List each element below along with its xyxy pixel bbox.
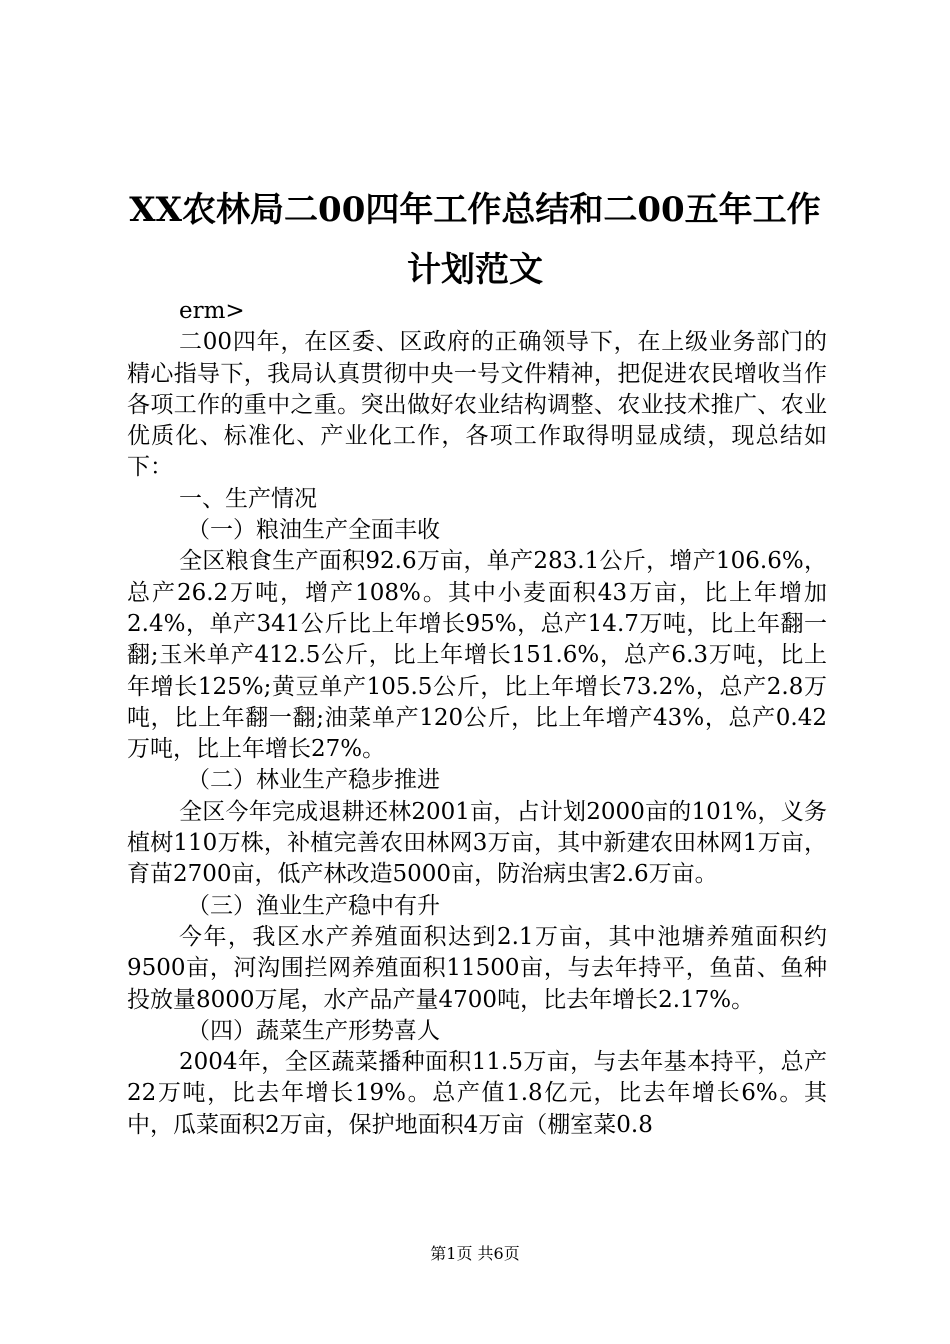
paragraph-vegetables: 2004年，全区蔬菜播种面积11.5万亩，与去年基本持平，总产22万吨，比去年增长19%。总产值1.8亿元，比去年增长6%。其中，瓜菜面积2万亩，保护地面积4万亩（棚室菜0.8 bbox=[127, 1049, 828, 1138]
subsection-heading-vegetables: （四）蔬菜生产形势喜人 bbox=[187, 1017, 440, 1044]
paragraph-grain: 全区粮食生产面积92.6万亩，单产283.1公斤，增产106.6%，总产26.2万吨，增产108%。其中小麦面积43万亩，比上年增加2.4%，单产341公斤比上年增长95%，总产14.7万吨，比上年翻一翻;玉米单产412.5公斤，比上年增长151.6%，总产6.3万吨，比上年增长125%;黄豆单产105.5公斤，比上年增长73.2%，总产2.8万吨，比上年翻一翻;油菜单产120公斤，比上年增产43%，总产0.42万吨，比上年增长27%。 bbox=[127, 548, 827, 763]
subsection-heading-forestry: （二）林业生产稳步推进 bbox=[187, 767, 440, 794]
subsection-heading-grain: （一）粮油生产全面丰收 bbox=[187, 517, 440, 544]
document-body bbox=[127, 296, 827, 1141]
paragraph-marker: erm> bbox=[179, 298, 245, 324]
document-title-line2: 计划范文 bbox=[407, 250, 543, 290]
section-heading-production: 一、生产情况 bbox=[179, 485, 317, 512]
page-footer: 第1页 共6页 bbox=[430, 1244, 520, 1263]
subsection-heading-fishery: （三）渔业生产稳中有升 bbox=[187, 892, 440, 919]
paragraph-fishery: 今年，我区水产养殖面积达到2.1万亩，其中池塘养殖面积约9500亩，河沟围拦网养殖面积11500亩，与去年持平，鱼苗、鱼种投放量8000万尾，水产品产量4700吨，比去年增长2.17%。 bbox=[127, 923, 827, 1013]
document-title-line1: XX农林局二00四年工作总结和二00五年工作 bbox=[129, 190, 821, 230]
paragraph-forestry: 全区今年完成退耕还林2001亩，占计划2000亩的101%，义务植树110万株，补植完善农田林网3万亩，其中新建农田林网1万亩，育苗2700亩，低产林改造5000亩，防治病虫害2.6万亩。 bbox=[127, 798, 827, 888]
paragraph-intro: 二00四年，在区委、区政府的正确领导下，在上级业务部门的精心指导下，我局认真贯彻中央一号文件精神，把促进农民增收当作各项工作的重中之重。突出做好农业结构调整、农业技术推广、农业优质化、标准化、产业化工作，各项工作取得明显成绩，现总结如下： bbox=[127, 329, 827, 481]
